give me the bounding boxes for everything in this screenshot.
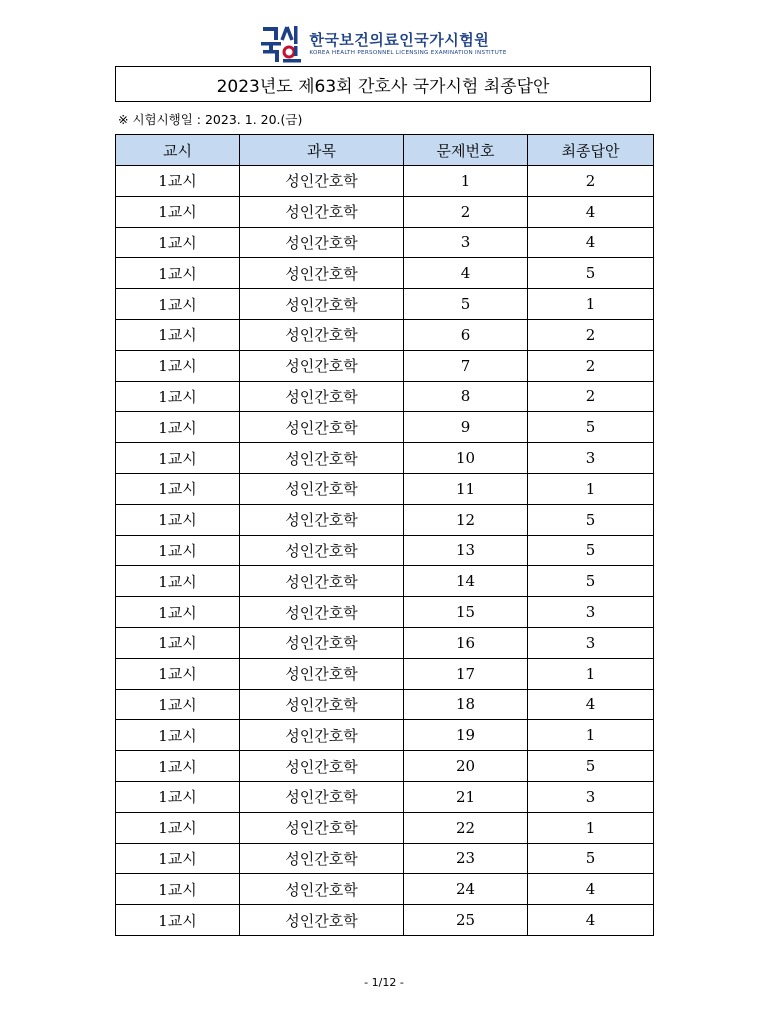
question-number-cell: 17 [404, 658, 528, 689]
question-number-cell: 3 [404, 227, 528, 258]
table-row [116, 566, 654, 597]
table-row [116, 689, 654, 720]
final-answer-cell: 5 [528, 504, 654, 535]
subject-cell: 성인간호학 [240, 504, 404, 535]
period-cell: 1교시 [116, 720, 240, 751]
subject-cell: 성인간호학 [240, 381, 404, 412]
table-row [116, 720, 654, 751]
period-cell: 1교시 [116, 781, 240, 812]
subject-cell: 성인간호학 [240, 751, 404, 782]
period-cell: 1교시 [116, 473, 240, 504]
question-number-cell: 14 [404, 566, 528, 597]
subject-cell: 성인간호학 [240, 473, 404, 504]
table-row [116, 597, 654, 628]
period-cell: 1교시 [116, 166, 240, 197]
final-answer-cell: 3 [528, 443, 654, 474]
table-row [116, 350, 654, 381]
column-header-question-number: 문제번호 [404, 135, 528, 166]
final-answer-cell: 1 [528, 289, 654, 320]
question-number-cell: 8 [404, 381, 528, 412]
column-header-period: 교시 [116, 135, 240, 166]
question-number-cell: 22 [404, 812, 528, 843]
table-row [116, 535, 654, 566]
subject-cell: 성인간호학 [240, 443, 404, 474]
exam-date: ※ 시험시행일 : 2023. 1. 20.(금) [118, 112, 303, 127]
question-number-cell: 23 [404, 843, 528, 874]
table-header-row [116, 135, 654, 166]
table-row [116, 874, 654, 905]
period-cell: 1교시 [116, 350, 240, 381]
period-cell: 1교시 [116, 289, 240, 320]
period-cell: 1교시 [116, 443, 240, 474]
period-cell: 1교시 [116, 227, 240, 258]
subject-cell: 성인간호학 [240, 781, 404, 812]
subject-cell: 성인간호학 [240, 627, 404, 658]
final-answer-cell: 2 [528, 350, 654, 381]
org-logo [261, 24, 506, 64]
kuksiwon-logo-icon [261, 24, 303, 64]
final-answer-cell: 4 [528, 196, 654, 227]
table-row [116, 658, 654, 689]
subject-cell: 성인간호학 [240, 812, 404, 843]
table-row [116, 227, 654, 258]
period-cell: 1교시 [116, 412, 240, 443]
question-number-cell: 7 [404, 350, 528, 381]
column-header-subject: 과목 [240, 135, 404, 166]
final-answer-cell: 2 [528, 381, 654, 412]
table-row [116, 196, 654, 227]
subject-cell: 성인간호학 [240, 905, 404, 936]
answer-table [115, 134, 654, 936]
table-row [116, 412, 654, 443]
final-answer-cell: 5 [528, 843, 654, 874]
final-answer-cell: 1 [528, 473, 654, 504]
final-answer-cell: 1 [528, 720, 654, 751]
question-number-cell: 6 [404, 319, 528, 350]
question-number-cell: 10 [404, 443, 528, 474]
table-row [116, 473, 654, 504]
table-row [116, 381, 654, 412]
question-number-cell: 9 [404, 412, 528, 443]
subject-cell: 성인간호학 [240, 350, 404, 381]
period-cell: 1교시 [116, 627, 240, 658]
question-number-cell: 5 [404, 289, 528, 320]
final-answer-cell: 2 [528, 166, 654, 197]
final-answer-cell: 5 [528, 535, 654, 566]
question-number-cell: 16 [404, 627, 528, 658]
period-cell: 1교시 [116, 658, 240, 689]
final-answer-cell: 4 [528, 874, 654, 905]
table-row [116, 751, 654, 782]
final-answer-cell: 3 [528, 781, 654, 812]
subject-cell: 성인간호학 [240, 597, 404, 628]
subject-cell: 성인간호학 [240, 689, 404, 720]
table-row [116, 289, 654, 320]
subject-cell: 성인간호학 [240, 658, 404, 689]
table-row [116, 812, 654, 843]
subject-cell: 성인간호학 [240, 535, 404, 566]
question-number-cell: 1 [404, 166, 528, 197]
period-cell: 1교시 [116, 535, 240, 566]
subject-cell: 성인간호학 [240, 319, 404, 350]
question-number-cell: 20 [404, 751, 528, 782]
final-answer-cell: 5 [528, 412, 654, 443]
table-row [116, 166, 654, 197]
period-cell: 1교시 [116, 874, 240, 905]
question-number-cell: 4 [404, 258, 528, 289]
column-header-final-answer: 최종답안 [528, 135, 654, 166]
final-answer-cell: 5 [528, 258, 654, 289]
table-row [116, 905, 654, 936]
period-cell: 1교시 [116, 196, 240, 227]
table-row [116, 843, 654, 874]
question-number-cell: 15 [404, 597, 528, 628]
period-cell: 1교시 [116, 504, 240, 535]
period-cell: 1교시 [116, 381, 240, 412]
table-row [116, 627, 654, 658]
period-cell: 1교시 [116, 597, 240, 628]
page-number: - 1/12 - [364, 976, 404, 989]
subject-cell: 성인간호학 [240, 720, 404, 751]
final-answer-cell: 1 [528, 812, 654, 843]
period-cell: 1교시 [116, 258, 240, 289]
period-cell: 1교시 [116, 843, 240, 874]
question-number-cell: 21 [404, 781, 528, 812]
question-number-cell: 24 [404, 874, 528, 905]
table-row [116, 319, 654, 350]
final-answer-cell: 4 [528, 227, 654, 258]
subject-cell: 성인간호학 [240, 258, 404, 289]
subject-cell: 성인간호학 [240, 289, 404, 320]
question-number-cell: 2 [404, 196, 528, 227]
final-answer-cell: 4 [528, 905, 654, 936]
question-number-cell: 12 [404, 504, 528, 535]
period-cell: 1교시 [116, 566, 240, 597]
final-answer-cell: 5 [528, 751, 654, 782]
subject-cell: 성인간호학 [240, 412, 404, 443]
page-header [0, 24, 768, 64]
final-answer-cell: 4 [528, 689, 654, 720]
final-answer-cell: 2 [528, 319, 654, 350]
subject-cell: 성인간호학 [240, 843, 404, 874]
subject-cell: 성인간호학 [240, 227, 404, 258]
period-cell: 1교시 [116, 689, 240, 720]
question-number-cell: 13 [404, 535, 528, 566]
period-cell: 1교시 [116, 905, 240, 936]
question-number-cell: 11 [404, 473, 528, 504]
question-number-cell: 19 [404, 720, 528, 751]
document-title: 2023년도 제63회 간호사 국가시험 최종답안 [115, 66, 651, 102]
period-cell: 1교시 [116, 751, 240, 782]
final-answer-cell: 3 [528, 597, 654, 628]
org-name-korean: 한국보건의료인국가시험원 [309, 31, 490, 49]
question-number-cell: 25 [404, 905, 528, 936]
subject-cell: 성인간호학 [240, 166, 404, 197]
table-row [116, 504, 654, 535]
final-answer-cell: 5 [528, 566, 654, 597]
table-row [116, 781, 654, 812]
subject-cell: 성인간호학 [240, 566, 404, 597]
subject-cell: 성인간호학 [240, 874, 404, 905]
question-number-cell: 18 [404, 689, 528, 720]
period-cell: 1교시 [116, 812, 240, 843]
final-answer-cell: 1 [528, 658, 654, 689]
table-row [116, 443, 654, 474]
period-cell: 1교시 [116, 319, 240, 350]
subject-cell: 성인간호학 [240, 196, 404, 227]
org-name-english: KOREA HEALTH PERSONNEL LICENSING EXAMINATION INSTITUTE [309, 50, 507, 56]
table-row [116, 258, 654, 289]
final-answer-cell: 3 [528, 627, 654, 658]
